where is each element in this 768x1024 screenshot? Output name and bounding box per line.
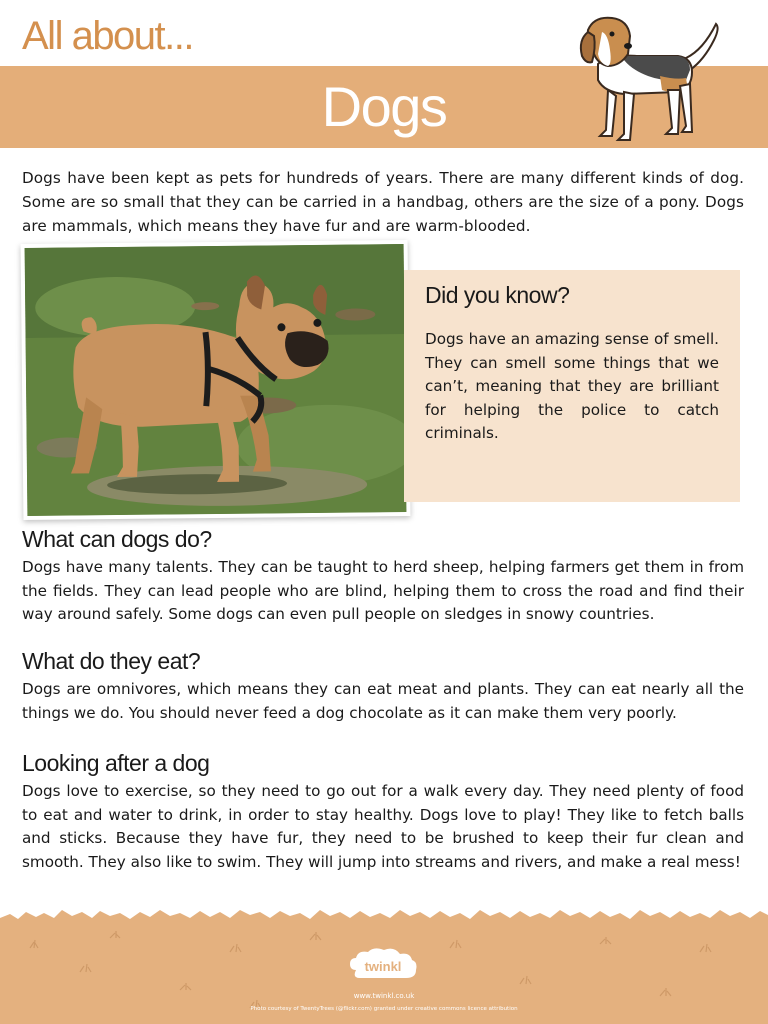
section-heading-what-can-dogs-do: What can dogs do? xyxy=(22,526,212,552)
did-you-know-text: Dogs have an amazing sense of smell. They can smell some things that we can’t, meaning that they are brilliant for helping the police to catch criminals. xyxy=(425,330,719,442)
french-bulldog-photo xyxy=(25,244,407,516)
footer-photo-credit: Photo courtesy of TwentyTrees (@flickr.com) granted under creative commons licence attribution xyxy=(250,1006,518,1012)
dog-photo-frame xyxy=(21,240,411,520)
twinkl-logo-text: twinkl xyxy=(364,959,402,974)
page-title: Dogs xyxy=(321,75,447,138)
section-text-what-do-they-eat: Dogs are omnivores, which means they can eat meat and plants. They can eat nearly all the things we do. You should never feed a dog chocolate as it can make them very poorly. xyxy=(22,680,744,722)
beagle-illustration xyxy=(568,10,728,150)
twinkl-logo-icon xyxy=(346,946,420,986)
intro-paragraph: Dogs have been kept as pets for hundreds of years. There are many different kinds of dog. Some are so small that they can be carried in a handbag, others are the size of a pony. Dogs are mammals, which means they have fur and are warm-blooded. xyxy=(22,169,744,235)
page-kicker: All about... xyxy=(22,14,194,58)
section-heading-what-do-they-eat: What do they eat? xyxy=(22,648,201,674)
footer-url: www.twinkl.co.uk xyxy=(353,992,415,1000)
section-heading-looking-after-a-dog: Looking after a dog xyxy=(22,750,210,776)
did-you-know-title: Did you know? xyxy=(425,282,570,308)
section-text-what-can-dogs-do: Dogs have many talents. They can be taught to herd sheep, helping farmers get them in from the fields. They can lead people who are blind, helping them to cross the road and find their way around safely. Some dogs can even pull people on sledges in snowy countries. xyxy=(22,558,744,623)
section-text-looking-after-a-dog: Dogs love to exercise, so they need to go out for a walk every day. They need plenty of food to eat and water to drink, in order to stay healthy. Dogs love to play! They like to fetch balls and sticks. Because they have fur, they need to be brushed to keep their fur clean and smooth. They also like to swim. They will jump into streams and rivers, and make a real mess! xyxy=(22,782,744,871)
